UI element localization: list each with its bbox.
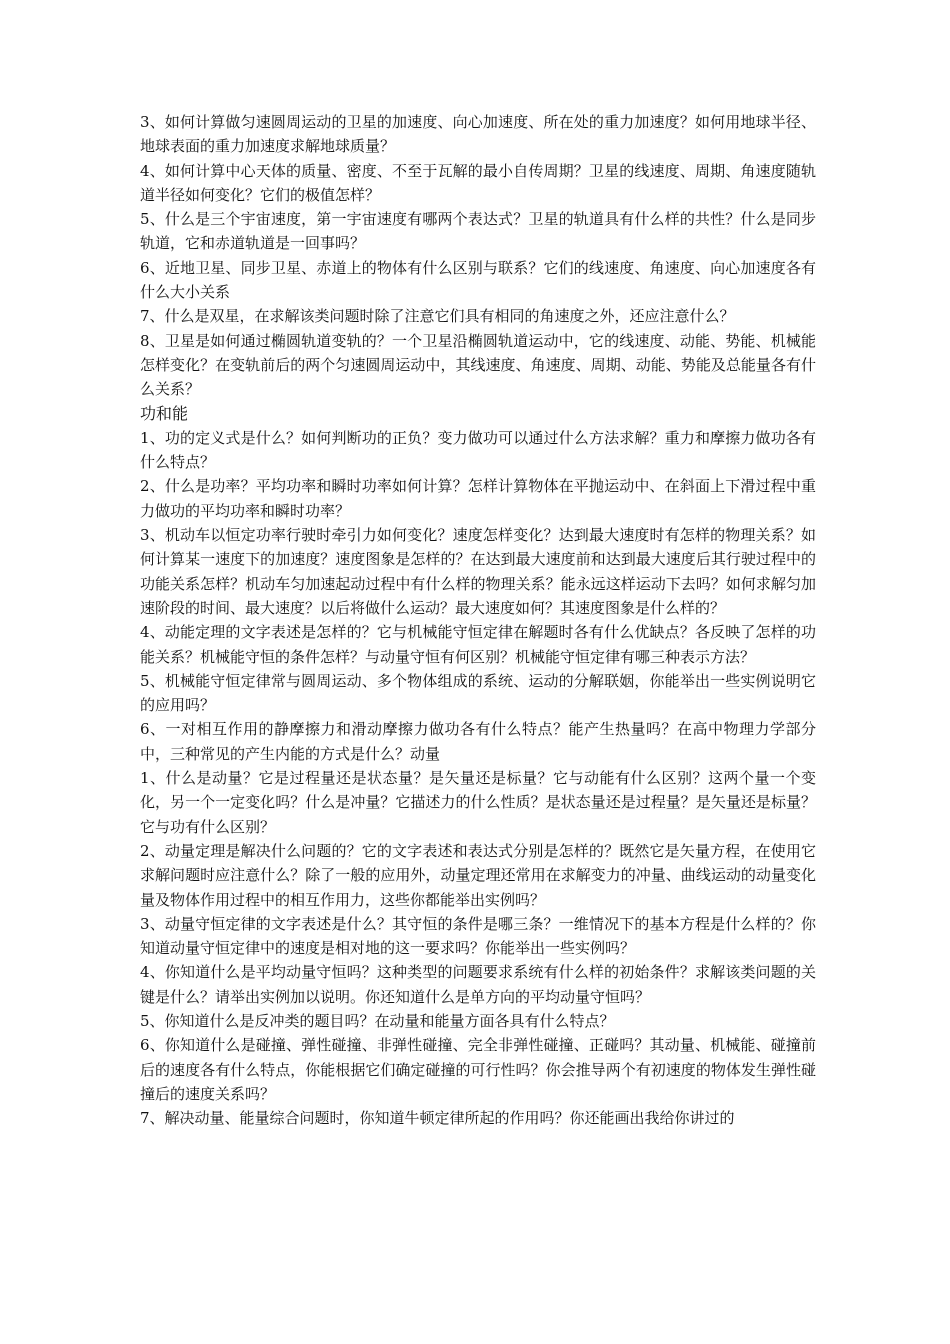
question-1-momentum: 1、什么是动量？它是过程量还是状态量？是矢量还是标量？它与动能有什么区别？这两个量一个变化，另一个一定变化吗？什么是冲量？它描述力的什么性质？是状态量还是过程量？是矢量还是标量？它与功有什么区别？ xyxy=(140,769,816,836)
question-3-momentum: 3、动量守恒定律的文字表述是什么？其守恒的条件是哪三条？一维情况下的基本方程是什么样的？你知道动量守恒定律中的速度是相对地的这一要求吗？你能举出一些实例吗？ xyxy=(140,914,816,958)
question-4-momentum: 4、你知道什么是平均动量守恒吗？这种类型的问题要求系统有什么样的初始条件？求解该类问题的关键是什么？请举出实例加以说明。你还知道什么是单方向的平均动量守恒吗？ xyxy=(140,963,816,1006)
question-4-gravitation: 4、如何计算中心天体的质量、密度、不至于瓦解的最小自传周期？卫星的线速度、周期、角速度随轨道半径如何变化？它们的极值怎样？ xyxy=(140,161,816,204)
question-6-momentum: 6、你知道什么是碰撞、弹性碰撞、非弹性碰撞、完全非弹性碰撞、正碰吗？其动量、机械能、碰撞前后的速度各有什么特点，你能根据它们确定碰撞的可行性吗？你会推导两个有初速度的物体发生弹性碰撞后的速度关系吗？ xyxy=(140,1036,816,1103)
question-5-momentum: 5、你知道什么是反冲类的题目吗？在动量和能量方面各具有什么特点？ xyxy=(140,1011,615,1030)
question-3-work-energy: 3、机动车以恒定功率行驶时牵引力如何变化？速度怎样变化？达到最大速度时有怎样的物理关系？如何计算某一速度下的加速度？速度图象是怎样的？在达到最大速度前和达到最大速度后其行驶过程中的功能关系怎样？机动车匀加速起动过程中有什么样的物理关系？能永远这样运动下去吗？如何求解匀加速阶段的时间、最大速度？以后将做什么运动？最大速度如何？其速度图象是什么样的？ xyxy=(140,526,816,617)
document-body xyxy=(140,110,816,1130)
question-2-work-energy: 2、什么是功率？平均功率和瞬时功率如何计算？怎样计算物体在平抛运动中、在斜面上下滑过程中重力做功的平均功率和瞬时功率？ xyxy=(140,477,816,520)
question-5-gravitation: 5、什么是三个宇宙速度，第一宇宙速度有哪两个表达式？卫星的轨道具有什么样的共性？什么是同步轨道，它和赤道轨道是一回事吗？ xyxy=(140,210,816,253)
question-6-work-energy: 6、一对相互作用的静摩擦力和滑动摩擦力做功各有什么特点？能产生热量吗？在高中物理力学部分中，三种常见的产生内能的方式是什么？动量 xyxy=(140,720,816,763)
question-3-gravitation: 3、如何计算做匀速圆周运动的卫星的加速度、向心加速度、所在处的重力加速度？如何用地球半径、地球表面的重力加速度求解地球质量？ xyxy=(140,113,816,156)
question-7-momentum: 7、解决动量、能量综合问题时，你知道牛顿定律所起的作用吗？你还能画出我给你讲过的 xyxy=(140,1109,735,1128)
question-7-gravitation: 7、什么是双星，在求解该类问题时除了注意它们具有相同的角速度之外，还应注意什么？ xyxy=(140,307,735,326)
question-5-work-energy: 5、机械能守恒定律常与圆周运动、多个物体组成的系统、运动的分解联姻，你能举出一些实例说明它的应用吗？ xyxy=(140,671,816,715)
section-heading-work-energy: 功和能 xyxy=(140,403,189,423)
question-4-work-energy: 4、动能定理的文字表述是怎样的？它与机械能守恒定律在解题时各有什么优缺点？各反映了怎样的功能关系？机械能守恒的条件怎样？与动量守恒有何区别？机械能守恒定律有哪三种表示方法？ xyxy=(140,623,816,666)
question-6-gravitation: 6、近地卫星、同步卫星、赤道上的物体有什么区别与联系？它们的线速度、角速度、向心加速度各有什么大小关系 xyxy=(140,258,816,302)
question-2-momentum: 2、动量定理是解决什么问题的？它的文字表述和表达式分别是怎样的？既然它是矢量方程，在使用它求解问题时应注意什么？除了一般的应用外，动量定理还常用在求解变力的冲量、曲线运动的动量变化量及物体作用过程中的相互作用力，这些你都能举出实例吗？ xyxy=(140,841,816,909)
question-8-gravitation: 8、卫星是如何通过椭圆轨道变轨的？一个卫星沿椭圆轨道运动中，它的线速度、动能、势能、机械能怎样变化？在变轨前后的两个匀速圆周运动中，其线速度、角速度、周期、动能、势能及总能量各有什么关系？ xyxy=(140,331,816,399)
question-1-work-energy: 1、功的定义式是什么？如何判断功的正负？变力做功可以通过什么方法求解？重力和摩擦力做功各有什么特点？ xyxy=(140,428,816,472)
